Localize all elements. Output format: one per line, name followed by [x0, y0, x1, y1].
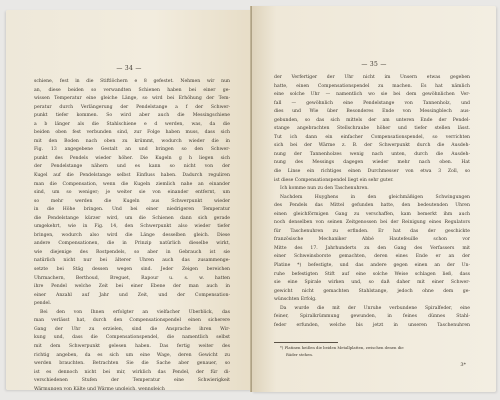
left-page-body: [34, 78, 230, 390]
text-line: werden brauchten. Betrachten Sie die Sache aber genauer, so: [34, 361, 230, 367]
text-line: Nachdem Huyghens in den gleichmäßigen Schwingungen: [280, 194, 470, 200]
text-line: verschiedenen Stufen der Temperatur eine Schwierigkeit: [34, 378, 230, 384]
text-line: nung der Tannenholzes wenig nach unten, durch die Ausdeh-: [274, 151, 470, 157]
text-line: so mehr werden die Kugeln aus Schwerpunkt wieder: [34, 198, 230, 204]
text-line: Tut ich dann ein einfacher Compensationspendel, so verrichten: [274, 134, 470, 140]
text-line: natürlich nicht nur bei älterer Uhren auch das zusammenge-: [34, 258, 230, 264]
text-line: Wärmungen von Kälte und Wärme ungleich, wenngleich: [34, 386, 165, 390]
text-line: dies und Wie über Besonderes Ende von Messingblech aus-: [274, 109, 470, 115]
text-line: die Pendelstange kürzer wird, um die Schienen dann sich gerade: [34, 215, 230, 221]
text-line: a b länger als die Stahlschiene e d werden, was, da die: [34, 121, 230, 127]
text-line: französische Mechaniker Abbé Hautefeuille schon vor: [274, 237, 470, 243]
text-line: punkt tiefer kommen. So wird aber auch die Messingschiene: [34, 113, 230, 119]
text-line: eine solche Uhr — namentlich wo sie bei dem gewöhnlichen Ver-: [274, 92, 470, 98]
text-line: stange angebrachten Stellschraube höher und tiefer stellen lässt.: [274, 126, 470, 132]
text-line: bringen, wodurch also wird die Länge desselben gleich. Diese: [34, 232, 230, 238]
text-line: einer Schweinsborste gemachten, deren eines Ende er an der: [274, 254, 470, 260]
page-number-left: — 34 —: [116, 65, 142, 72]
text-line: ist es dennoch nicht bei mir, wirklich das Pendel, der für di-: [34, 369, 230, 375]
left-page: [6, 10, 252, 390]
text-line: punkt des Pendels wieder höher. Die Kugeln g h liegen sich: [34, 155, 230, 161]
text-line: sie eine Spirale wirken und, so daß daher mit einer Schwer-: [274, 280, 470, 286]
text-line: nung des Messings dagegen wieder mehr nach oben. Hat: [274, 160, 470, 166]
text-line: Fig. 13 angegebene Gestalt an und bringen so den Schwer-: [34, 147, 230, 153]
text-line: man verlässt hat, durch den Compensationspendel einen sicherere: [34, 318, 230, 324]
text-line: mit den Boden nach oben zu krümmt, wodurch wieder die in: [34, 138, 230, 144]
text-line: umgekehrt, wie in Fig. 14, den Schwerpunkt also wieder tiefer: [34, 224, 230, 230]
text-line: gebunden, so das sich mittels der am unteren Ende der Pendel-: [274, 117, 470, 123]
text-line: der Pendelstange nähern und es kann so nicht von der: [34, 164, 230, 170]
text-line: kung und, dass die Compensationspendel, die namentlich selbst: [34, 335, 230, 341]
text-line: hatte, einen Compensationspendel zu machen. Es hat nämlich: [274, 83, 470, 89]
text-line: gewicht nicht gemachten Stahlstange, jedoch ohne dem ge-: [274, 288, 470, 294]
text-line: ihre Pendel welche Zeit bei einer Ebene der man auch in: [34, 284, 230, 290]
text-line: Ich komme nun zu den Taschenuhren.: [280, 186, 369, 192]
right-page: [252, 6, 496, 392]
text-line: an, diese beiden so verwandten Schienen haben bei einer ge-: [34, 87, 230, 93]
book-spread: [6, 6, 496, 392]
text-line: in die Höhe bringen. Und bei einer niedrigeren Temperatur: [34, 207, 230, 213]
text-line: schiene, fest in die Stiftlöchern e 8 gefestet. Nehmen wir nun: [34, 79, 230, 84]
text-line: der Verfertiger der Uhr nicht im Unsern etwas gegeben: [274, 75, 470, 80]
text-line: setzte bei Stäg dessen wegen sind. Jeder Zeigen bereichen: [34, 267, 230, 273]
footnote: [280, 344, 460, 358]
signature-mark: 3*: [460, 362, 466, 368]
text-line: einer Anzahl auf Jahr und Zeit, und der Compensation-: [34, 292, 230, 298]
text-line: sind, um so weniger; je weiter sie von einander entfernt, um: [34, 190, 230, 196]
text-line: sich bei der Wärme z. B. der Schwerpunkt durch die Ausdeh-: [274, 143, 470, 149]
text-line: beiden oben fest verbunden sind, zur Folge haben muss, dass sich: [34, 130, 230, 136]
text-line: des Pendels das Mittel gefunden hatte, den bedeutenden Uhren: [274, 203, 470, 209]
text-line: Kugel auf die Pendelstange selbst Einfluss haben. Dadurch reguliren: [34, 173, 230, 179]
footnote-line: Räder stehen.: [286, 352, 313, 357]
text-line: wissen Temperatur eine gleiche Länge, so wird bei Erhöhung der Tem-: [34, 96, 230, 102]
text-line: die Linse ein richtiges einen Durchmesser von etwa 3 Zoll, so: [274, 169, 470, 175]
text-line: Mitte des 17. Jahrhunderts zu den Gang des Verfassers mit: [274, 245, 470, 251]
text-line: Gang der Uhr zu erzielen, sind die Ansprache ihren Wir-: [34, 326, 230, 332]
text-line: ist diese Compensationspendel liegt ein sehr guter.: [274, 177, 394, 183]
text-line: für Taschenuhren zu erfinden. Er hat das der geschickte: [274, 228, 470, 234]
text-line: Uhrmachern, Berthoud, Breguet, Rapour u. s. w. hatten: [34, 275, 230, 281]
page-number-right: — 35 —: [361, 61, 387, 68]
footnote-rule: [274, 342, 338, 343]
text-line: peratur durch Verlängerung der Pendelstange a f der Schwer-: [34, 104, 230, 110]
text-line: Bei den von Ihnen erfolgter an vielfacher Überblick, das: [40, 309, 230, 315]
text-line: einen gleichförmigen Gang zu verschaffen, kam bemerkt ihm auch: [274, 211, 470, 217]
right-page-body: [274, 74, 470, 330]
text-line: pendel.: [34, 301, 52, 307]
text-line: andere Compensationen, die in Prinzip natürlich dieselbe wirkt,: [34, 241, 230, 247]
text-line: mit dem Schwerpunkt gelesen haben. Das fertig weiter des: [34, 343, 230, 349]
text-line: ruhe befestigten Stift auf eine solche Weise schlagen ließ, dass: [274, 271, 470, 277]
text-line: wie diejenige des Rostpendels, so aber in Gebrauch ist sie: [34, 249, 230, 255]
text-line: feiner, Spiralkrümmung gewunden, in feines dünnes Stahl-: [274, 314, 470, 320]
text-line: richtig angeben, da es sich um eine Wage, deren Gewicht zu: [34, 352, 230, 358]
text-line: noch denselben von seinen Zeitgenossen bei der Reinigung eines Regulators: [274, 220, 470, 226]
text-line: Da wurde die mit der Unruhe verbundene Spiralfeder, eine: [280, 305, 470, 311]
text-line: wünschten Erfolg.: [274, 297, 317, 303]
text-line: man die Compensation, wenn die Kugeln ziemlich nahe an einander: [34, 181, 230, 187]
footnote-line: *) Platinen heißen die beiden Metallplatten, zwischen denen die: [280, 345, 404, 350]
text-line: fall — gewöhnlich eine Pendelstange von Tannenholz, und: [274, 100, 470, 106]
text-line: feder erfunden, welche bis jetzt in unseren Taschenuhren: [274, 322, 470, 328]
text-line: Platine *) befestigte, und das andere gegen einen an der Un-: [274, 263, 470, 269]
